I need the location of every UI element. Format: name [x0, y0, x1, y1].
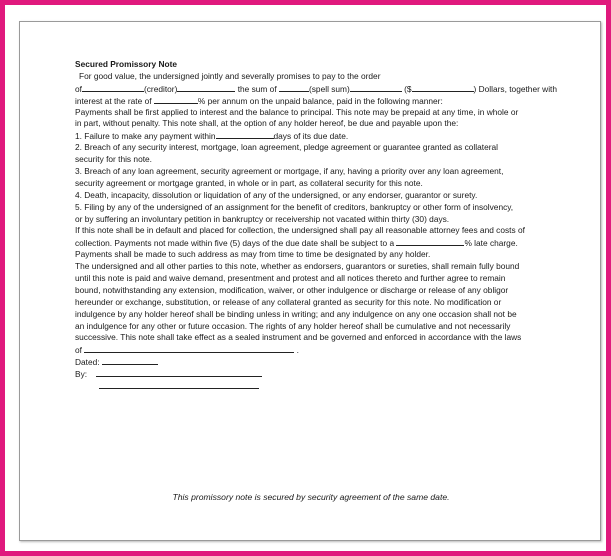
late-charge-field[interactable]	[396, 237, 464, 246]
text-line: bound, notwithstanding any extension, modification, waiver, or other indulgence or discharge or release of any obligor	[75, 284, 509, 295]
text-line: until this note is paid and waive demand, presentment and protest and all notices thereto and further agree to remain	[75, 273, 506, 284]
page-title: Secured Promissory Note	[75, 59, 178, 69]
list-item: 3. Breach of any loan agreement, security agreement or mortgage, if any, having a priority over any loan agreement,	[75, 166, 504, 177]
text-line: If this note shall be in default and placed for collection, the undersigned shall pay all reasonable attorney fees and costs of	[75, 225, 525, 236]
date-field[interactable]	[102, 356, 158, 365]
text-line: hereunder or exchange, substitution, or release of any collateral granted as security for this note. No modification or	[75, 296, 502, 307]
text-line: indulgence by any holder hereof shall be binding unless in writing; and any indulgence on any one occasion shall not be	[75, 308, 517, 319]
interest-rate-field[interactable]	[154, 95, 198, 104]
signature-field[interactable]	[96, 368, 262, 377]
dollar-amount-field[interactable]	[412, 83, 474, 92]
spell-sum-field[interactable]	[350, 83, 402, 92]
governing-law-field[interactable]	[84, 344, 294, 353]
days-field[interactable]	[216, 130, 274, 139]
text-line: security for this note.	[75, 154, 152, 165]
signature-line-2	[75, 380, 575, 392]
text-line: security agreement or mortgage granted, in whole or in part, as collateral security for this note.	[75, 177, 423, 188]
list-item: 4. Death, incapacity, dissolution or liquidation of any of the undersigned, or any endorser, guarantor or surety.	[75, 189, 478, 200]
blank-field[interactable]	[82, 83, 144, 92]
creditor-line: of (creditor) the sum of (spell sum) ($ ) Dollars, together with	[75, 83, 558, 94]
creditor-field[interactable]	[177, 83, 235, 92]
footer-note: This promissory note is secured by security agreement of the same date.	[172, 492, 450, 502]
text-line: or by suffering an involuntary petition in bankruptcy or receivership not vacated within thirty (30) days.	[75, 213, 450, 224]
signature-line: By:	[75, 368, 575, 380]
governing-law-line: of .	[75, 345, 299, 356]
list-item: 5. Filing by any of the undersigned of an assignment for the benefit of creditors, bankruptcy or other form of insolvency,	[75, 201, 514, 212]
list-item: 2. Breach of any security interest, mortgage, loan agreement, pledge agreement or guarantee granted as collateral	[75, 142, 499, 153]
signature-field-2[interactable]	[99, 380, 259, 389]
dated-line: Dated:	[75, 356, 575, 368]
interest-line: interest at the rate of % per annum on the unpaid balance, paid in the following manner:	[75, 95, 443, 106]
text-line: The undersigned and all other parties to this note, whether as endorsers, guarantors or sureties, shall remain fully bound	[75, 261, 520, 272]
text-line: in part, without penalty. This note shall, at the option of any holder hereof, be due and payable upon the:	[75, 118, 459, 129]
text-line: successive. This note shall take effect as a sealed instrument and be governed and enforced in accordance with the laws	[75, 332, 522, 343]
opening-line: For good value, the undersigned jointly and severally promises to pay to the order	[79, 70, 381, 81]
late-charge-line: collection. Payments not made within five (5) days of the due date shall be subject to a % late charge.	[75, 238, 518, 249]
text-line: Payments shall be made to such address as may from time to time be designated by any holder.	[75, 249, 431, 260]
document-page	[19, 21, 601, 541]
text-line: an indulgence for any other or future occasion. The rights of any holder hereof shall be cumulative and not necessarily	[75, 320, 511, 331]
text-line: Payments shall be first applied to interest and the balance to principal. This note may be prepaid at any time, in whole or	[75, 106, 519, 117]
list-item: 1. Failure to make any payment within days of its due date.	[75, 131, 349, 142]
sum-field[interactable]	[279, 83, 309, 92]
note-body	[75, 59, 575, 392]
